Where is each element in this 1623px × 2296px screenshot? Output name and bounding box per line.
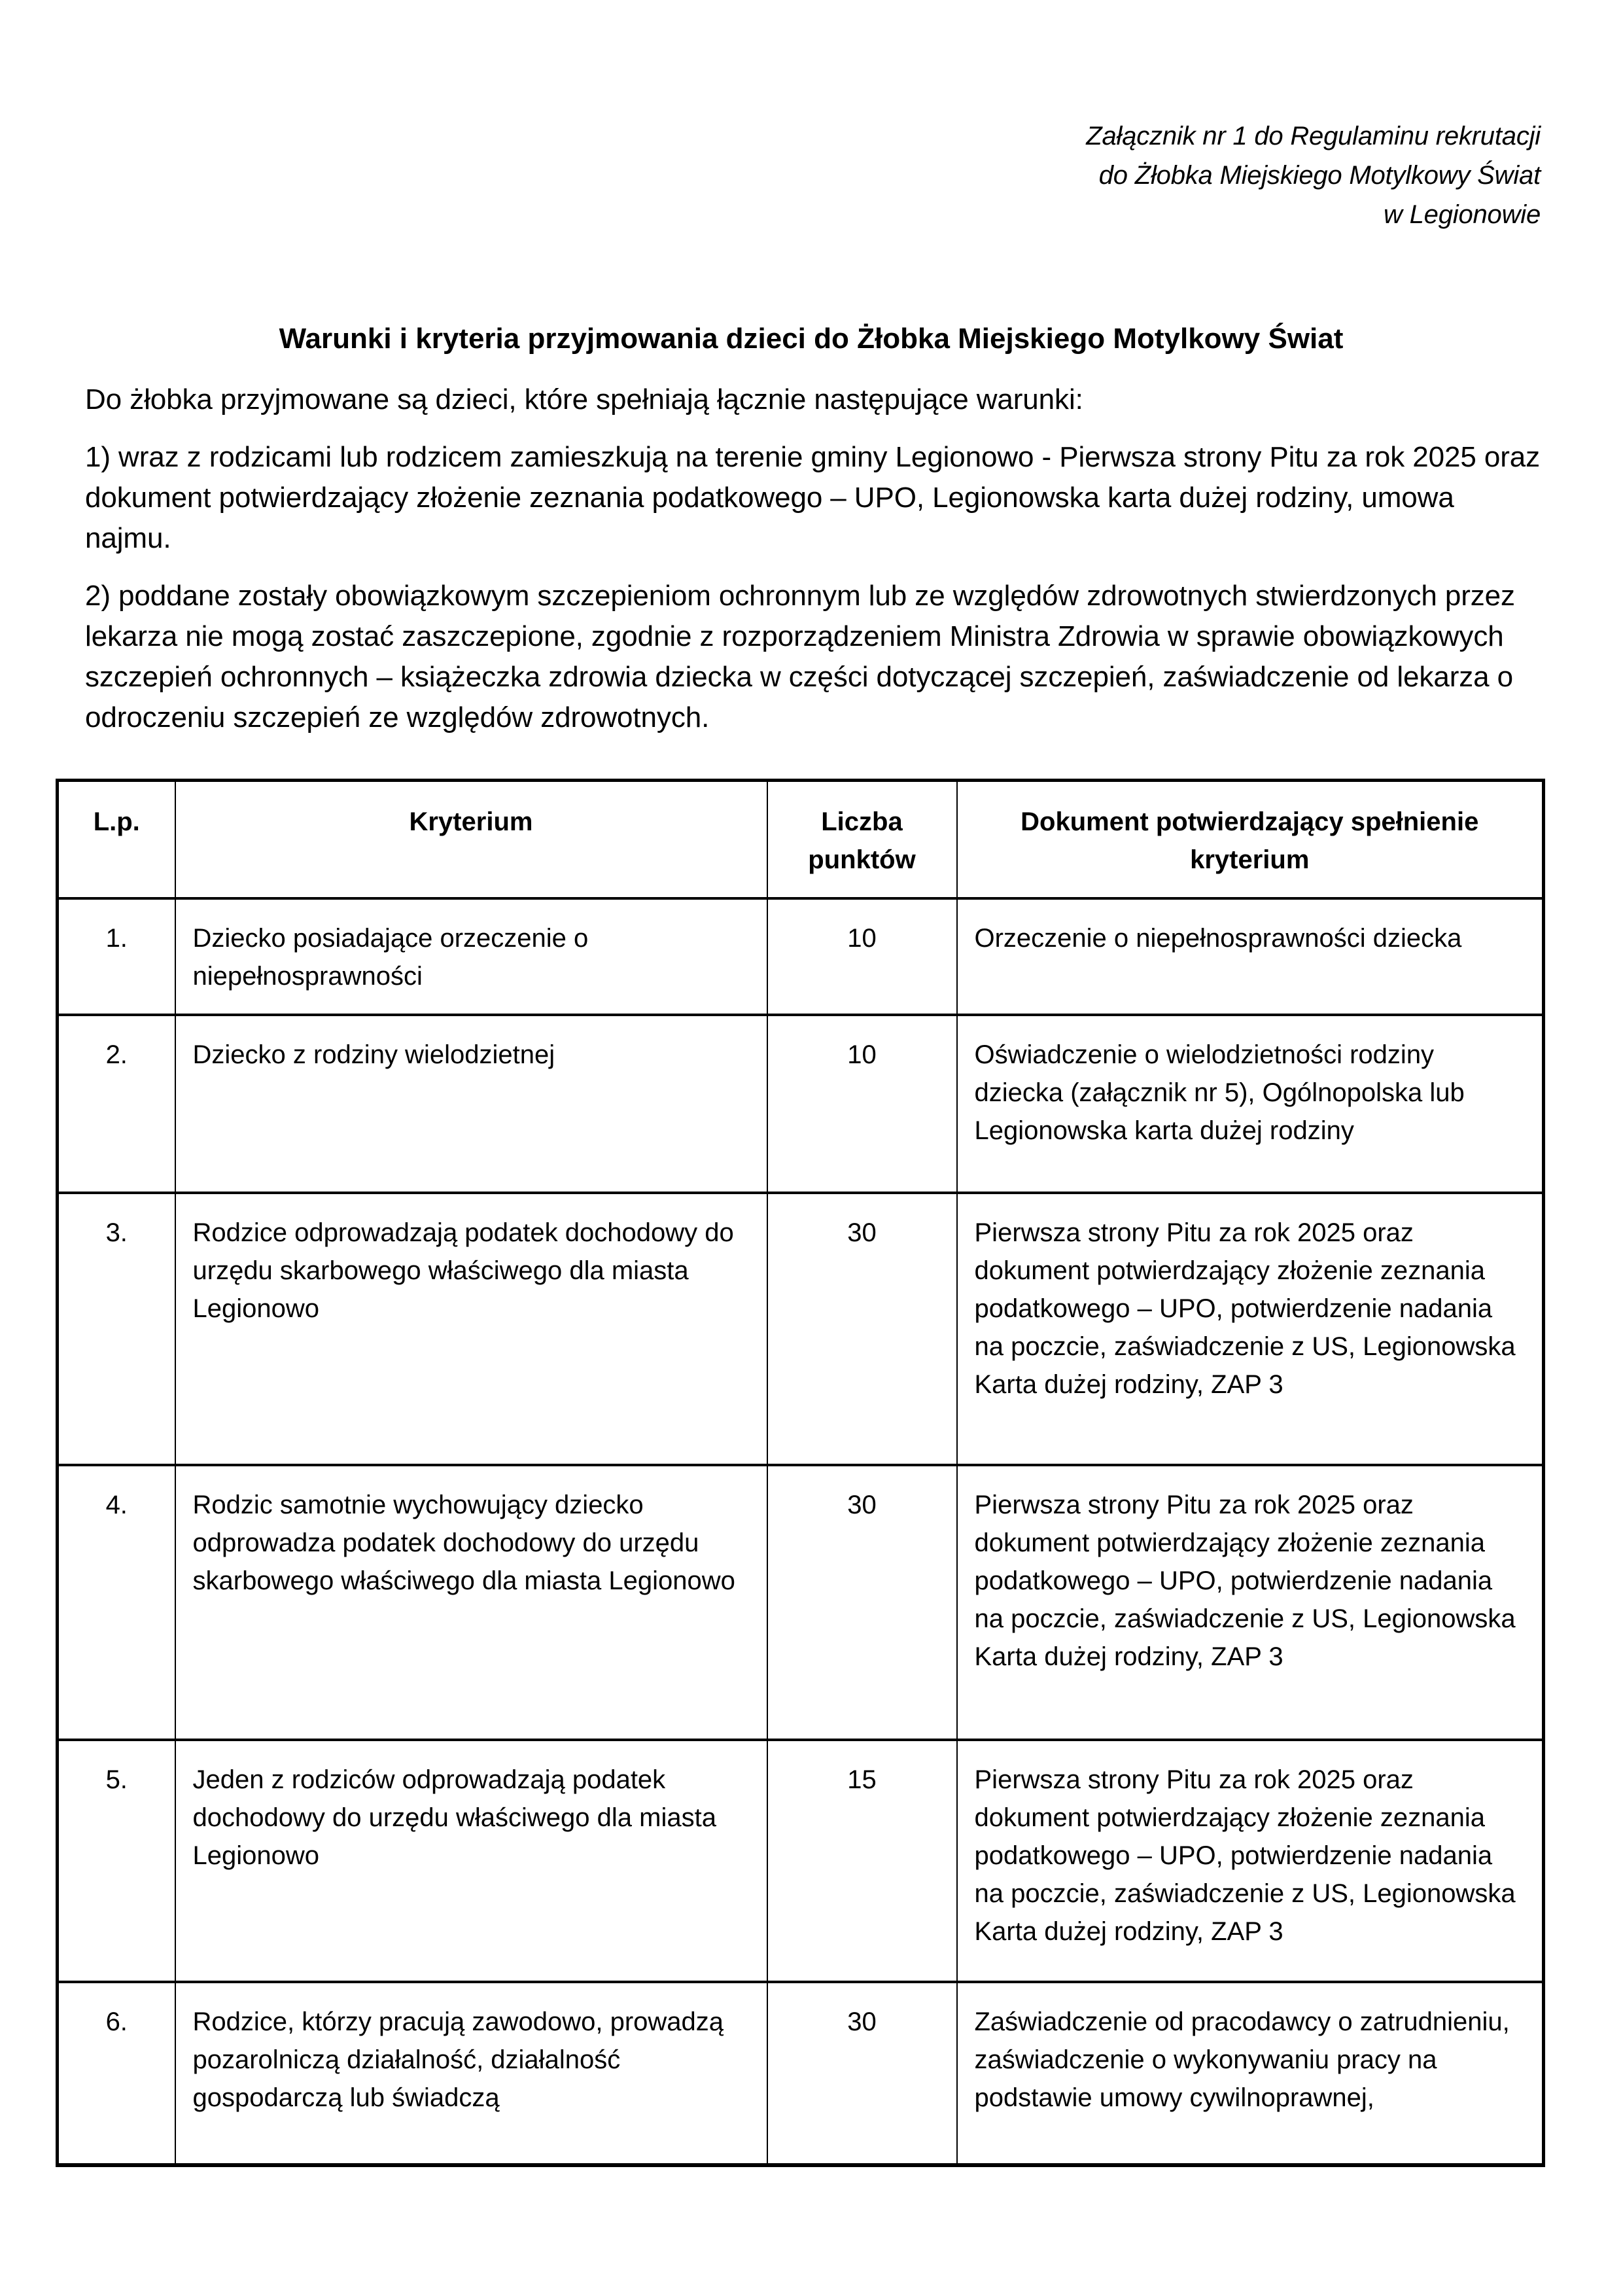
criteria-table [56, 779, 1545, 2167]
cell-dokument [957, 1465, 1544, 1740]
cell-kryterium-value: Rodzice, którzy pracują zawodowo, prowadzą pozarolniczą działalność, działalność gospodarczą lub świadczą [192, 2007, 724, 2112]
cell-dokument-value: Pierwsza strony Pitu za rok 2025 oraz dokument potwierdzający złożenie zeznania podatkowego – UPO, potwierdzenie nadania na poczcie, zaświadczenie z US, Legionowska Karta dużej rodziny, ZAP 3 [974, 1218, 1516, 1399]
header-line-1: Załącznik nr 1 do Regulaminu rekrutacji [1086, 122, 1541, 150]
column-header-kryterium [175, 781, 767, 899]
cell-lp [58, 1015, 175, 1193]
cell-kryterium [175, 1465, 767, 1740]
cell-dokument [957, 1015, 1544, 1193]
cell-punkty-value: 10 [847, 924, 877, 953]
cell-dokument [957, 1193, 1544, 1465]
table-header-row [58, 781, 1544, 899]
cell-punkty [767, 898, 957, 1015]
cell-lp-value: 1. [105, 924, 128, 953]
cell-punkty [767, 1465, 957, 1740]
table-row [58, 1015, 1544, 1193]
column-header-lp [58, 781, 175, 899]
intro-paragraph: Do żłobka przyjmowane są dzieci, które spełniają łącznie następujące warunki: [85, 383, 1083, 415]
document-header [772, 116, 1541, 234]
cell-lp [58, 1740, 175, 1982]
cell-dokument-value: Zaświadczenie od pracodawcy o zatrudnieniu, zaświadczenie o wykonywaniu pracy na podstawie umowy cywilnoprawnej, [974, 2007, 1510, 2112]
column-header-punkty-label: Liczba punktów [808, 807, 916, 874]
condition-paragraph-1: 1) wraz z rodzicami lub rodzicem zamieszkują na terenie gminy Legionowo - Pierwsza strony Pitu za rok 2025 oraz dokument potwierdzający złożenie zeznania podatkowego – UPO, Legionowska karta dużej rodziny, umowa najmu. [85, 441, 1541, 554]
cell-dokument [957, 1740, 1544, 1982]
cell-lp-value: 2. [105, 1040, 128, 1069]
cell-lp [58, 1465, 175, 1740]
cell-kryterium [175, 1740, 767, 1982]
header-line-3: w Legionowie [1384, 200, 1541, 229]
cell-kryterium-value: Rodzice odprowadzają podatek dochodowy do urzędu skarbowego właściwego dla miasta Legionowo [192, 1218, 734, 1323]
cell-punkty-value: 30 [847, 2007, 877, 2036]
header-line-2: do Żłobka Miejskiego Motylkowy Świat [1098, 161, 1541, 190]
cell-kryterium [175, 898, 767, 1015]
cell-dokument [957, 1982, 1544, 2165]
table-row [58, 1740, 1544, 1982]
condition-paragraph-2: 2) poddane zostały obowiązkowym szczepieniom ochronnym lub ze względów zdrowotnych stwierdzonych przez lekarza nie mogą zostać zaszczepione, zgodnie z rozporządzeniem Ministra Zdrowia w sprawie obowiązkowych szczepień ochronnych – książeczka zdrowia dziecka w części dotyczącej szczepień, zaświadczenie od lekarza o odroczeniu szczepień ze względów zdrowotnych. [85, 580, 1515, 733]
cell-kryterium-value: Dziecko posiadające orzeczenie o niepełnosprawności [192, 924, 589, 991]
cell-punkty [767, 1193, 957, 1465]
column-header-dokument [957, 781, 1544, 899]
cell-dokument-value: Oświadczenie o wielodzietności rodziny dziecka (załącznik nr 5), Ogólnopolska lub Legionowska karta dużej rodziny [974, 1040, 1465, 1145]
column-header-dokument-label: Dokument potwierdzający spełnienie kryterium [1021, 807, 1479, 874]
cell-punkty [767, 1982, 957, 2165]
cell-dokument-value: Pierwsza strony Pitu za rok 2025 oraz dokument potwierdzający złożenie zeznania podatkowego – UPO, potwierdzenie nadania na poczcie, zaświadczenie z US, Legionowska Karta dużej rodziny, ZAP 3 [974, 1491, 1516, 1671]
table-body [58, 898, 1544, 2165]
cell-kryterium-value: Rodzic samotnie wychowujący dziecko odprowadza podatek dochodowy do urzędu skarbowego właściwego dla miasta Legionowo [192, 1491, 735, 1595]
column-header-kryterium-label: Kryterium [409, 807, 533, 836]
page-title: Warunki i kryteria przyjmowania dzieci do Żłobka Miejskiego Motylkowy Świat [279, 323, 1344, 355]
cell-dokument-value: Orzeczenie o niepełnosprawności dziecka [974, 924, 1462, 953]
column-header-punkty [767, 781, 957, 899]
column-header-lp-label: L.p. [93, 807, 140, 836]
document-body [85, 380, 1541, 755]
cell-lp-value: 5. [105, 1765, 128, 1794]
cell-kryterium [175, 1982, 767, 2165]
cell-kryterium-value: Dziecko z rodziny wielodzietnej [192, 1040, 555, 1069]
cell-lp [58, 898, 175, 1015]
cell-lp-value: 4. [105, 1491, 128, 1519]
cell-punkty [767, 1740, 957, 1982]
cell-kryterium [175, 1193, 767, 1465]
cell-lp-value: 3. [105, 1218, 128, 1247]
cell-dokument [957, 898, 1544, 1015]
cell-punkty-value: 10 [847, 1040, 877, 1069]
table-row [58, 898, 1544, 1015]
cell-dokument-value: Pierwsza strony Pitu za rok 2025 oraz dokument potwierdzający złożenie zeznania podatkowego – UPO, potwierdzenie nadania na poczcie, zaświadczenie z US, Legionowska Karta dużej rodziny, ZAP 3 [974, 1765, 1516, 1946]
cell-punkty-value: 30 [847, 1218, 877, 1247]
cell-punkty [767, 1015, 957, 1193]
table-row [58, 1982, 1544, 2165]
cell-kryterium-value: Jeden z rodziców odprowadzają podatek dochodowy do urzędu właściwego dla miasta Legionowo [192, 1765, 716, 1870]
cell-lp-value: 6. [105, 2007, 128, 2036]
table-row [58, 1193, 1544, 1465]
cell-lp [58, 1982, 175, 2165]
table-row [58, 1465, 1544, 1740]
cell-kryterium [175, 1015, 767, 1193]
cell-punkty-value: 30 [847, 1491, 877, 1519]
cell-lp [58, 1193, 175, 1465]
cell-punkty-value: 15 [847, 1765, 877, 1794]
